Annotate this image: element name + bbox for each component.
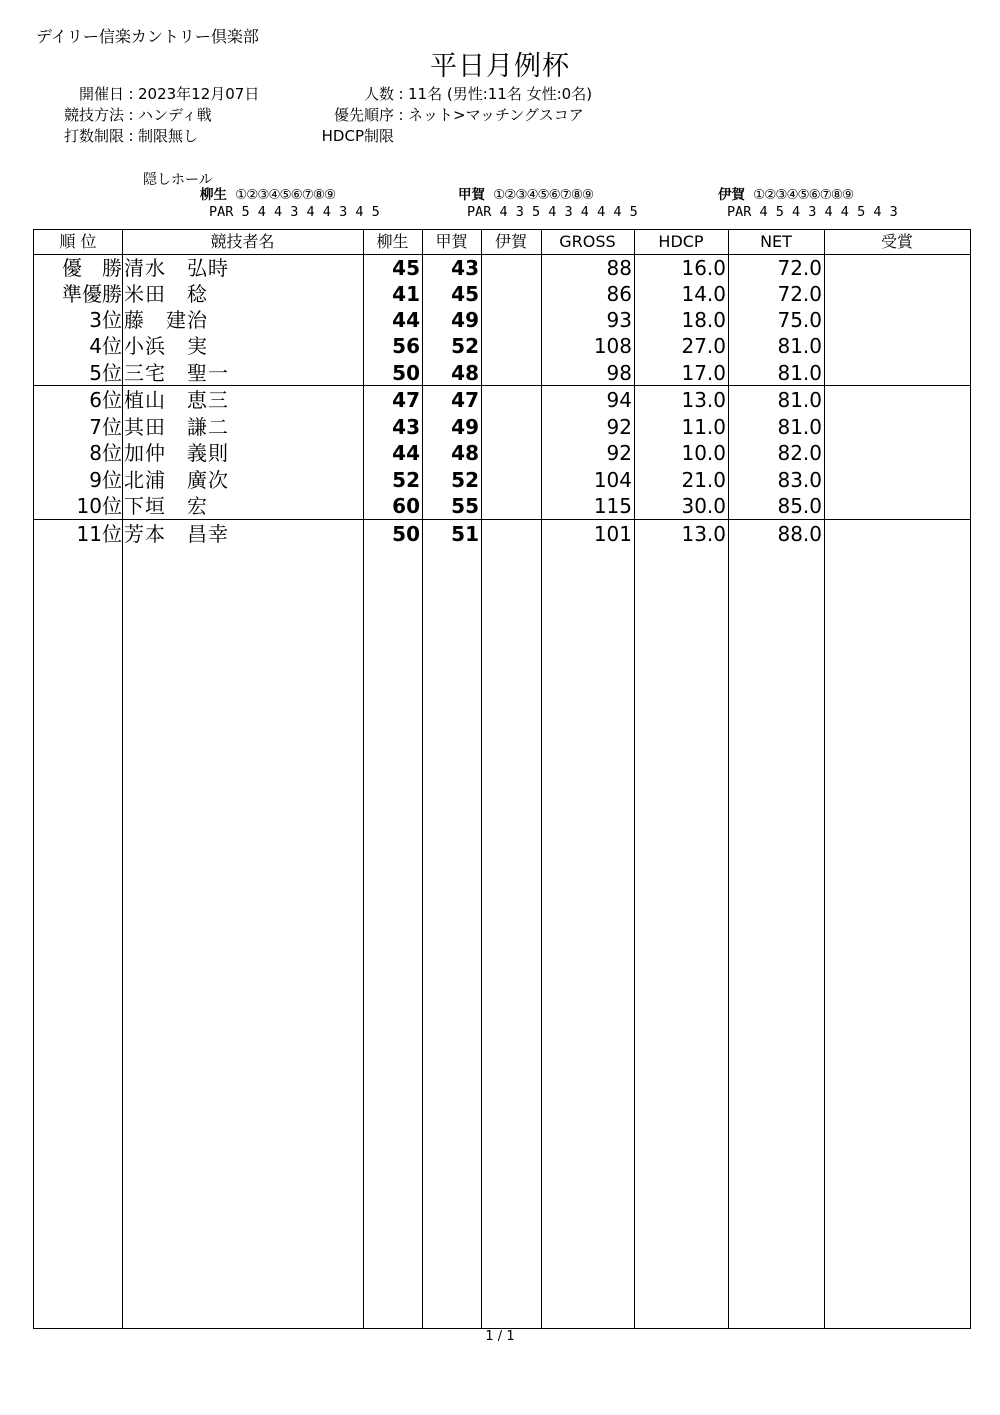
score-iga-cell: [481, 360, 541, 386]
rank-cell: 11位: [76, 522, 122, 546]
player-name-cell: 植山 恵三: [124, 388, 229, 412]
rank-cell: 6位: [89, 388, 122, 412]
net-cell: 72.0: [777, 256, 822, 280]
net-cell: 88.0: [777, 522, 822, 546]
header-hdcp: HDCP: [658, 232, 704, 251]
gross-cell: 86: [606, 282, 632, 306]
hole-markers: ①②③④⑤⑥⑦⑧⑨: [753, 187, 854, 203]
award-cell: [824, 414, 970, 440]
award-cell: [824, 493, 970, 519]
par-values: 5 4 4 3 4 4 3 4 5: [241, 204, 380, 220]
net-cell: 75.0: [777, 308, 822, 332]
gross-cell: 98: [606, 361, 632, 385]
hdcp-cell: 16.0: [681, 256, 726, 280]
score-iga-cell: [481, 440, 541, 466]
info-label: 打数制限: [63, 127, 124, 145]
hdcp-cell: 30.0: [681, 494, 726, 518]
header-course-yagyu: 柳生: [376, 232, 409, 251]
hdcp-cell: 21.0: [681, 468, 726, 492]
award-cell: [824, 360, 970, 386]
score-iga-cell: [481, 281, 541, 307]
header-player-name: 競技者名: [210, 232, 275, 251]
info-row-priority: [296, 105, 592, 126]
hdcp-cell: 11.0: [681, 415, 726, 439]
player-name-cell: 加仲 義則: [124, 441, 229, 465]
score-yagyu-cell: 41: [392, 282, 420, 306]
header-rank: 順 位: [59, 232, 97, 251]
rank-cell: 3位: [89, 308, 122, 332]
score-iga-cell: [481, 414, 541, 440]
score-yagyu-cell: 50: [392, 361, 420, 385]
par-label: PAR: [467, 204, 492, 220]
score-yagyu-cell: 47: [392, 388, 420, 412]
info-row-format: [42, 105, 259, 126]
player-name-cell: 清水 弘時: [124, 256, 229, 280]
score-koka-cell: 49: [451, 308, 479, 332]
award-cell: [824, 521, 970, 547]
row-group-divider: [34, 519, 970, 520]
gross-cell: 101: [593, 522, 632, 546]
net-cell: 85.0: [777, 494, 822, 518]
course-name: 柳生: [200, 187, 227, 203]
score-koka-cell: 51: [451, 522, 479, 546]
gross-cell: 94: [606, 388, 632, 412]
score-iga-cell: [481, 493, 541, 519]
player-name-cell: 芳本 昌幸: [124, 522, 229, 546]
score-yagyu-cell: 50: [392, 522, 420, 546]
club-name: デイリー信楽カントリー倶楽部: [36, 27, 259, 46]
net-cell: 82.0: [777, 441, 822, 465]
net-cell: 81.0: [777, 415, 822, 439]
player-name-cell: 小浜 実: [124, 334, 208, 358]
header-net: NET: [760, 232, 792, 251]
info-separator: :: [398, 106, 404, 124]
hdcp-cell: 17.0: [681, 361, 726, 385]
net-cell: 81.0: [777, 361, 822, 385]
info-value: ハンディ戦: [138, 106, 212, 124]
score-koka-cell: 43: [451, 256, 479, 280]
score-iga-cell: [481, 333, 541, 359]
hidden-holes-course-koka: [458, 187, 638, 221]
award-cell: [824, 467, 970, 493]
score-yagyu-cell: 52: [392, 468, 420, 492]
gross-cell: 93: [606, 308, 632, 332]
hdcp-cell: 13.0: [681, 522, 726, 546]
info-separator: :: [128, 85, 134, 103]
score-iga-cell: [481, 521, 541, 547]
rank-cell: 準優勝: [62, 282, 122, 306]
course-name: 伊賀: [718, 187, 745, 203]
net-cell: 83.0: [777, 468, 822, 492]
info-value: 2023年12月07日: [138, 85, 260, 103]
score-koka-cell: 52: [451, 468, 479, 492]
hidden-holes-label: 隠しホール: [143, 172, 213, 188]
gross-cell: 92: [606, 441, 632, 465]
player-name-cell: 其田 謙二: [124, 415, 229, 439]
award-cell: [824, 440, 970, 466]
info-label: 開催日: [78, 85, 124, 103]
score-yagyu-cell: 60: [392, 494, 420, 518]
net-cell: 72.0: [777, 282, 822, 306]
score-yagyu-cell: 45: [392, 256, 420, 280]
info-row-stroke-limit: [42, 126, 259, 147]
score-yagyu-cell: 44: [392, 441, 420, 465]
par-values: 4 3 5 4 3 4 4 4 5: [499, 204, 638, 220]
info-separator: :: [128, 106, 134, 124]
info-row-hdcp-limit: [296, 126, 592, 147]
info-row-participants: [296, 84, 592, 105]
event-info-left: [42, 84, 259, 147]
player-name-cell: 下垣 宏: [124, 494, 208, 518]
score-koka-cell: 49: [451, 415, 479, 439]
info-separator: :: [128, 127, 134, 145]
player-name-cell: 北浦 廣次: [124, 468, 229, 492]
hole-markers: ①②③④⑤⑥⑦⑧⑨: [235, 187, 336, 203]
hole-markers: ①②③④⑤⑥⑦⑧⑨: [493, 187, 594, 203]
net-cell: 81.0: [777, 388, 822, 412]
header-course-iga: 伊賀: [494, 232, 527, 251]
rank-cell: 4位: [89, 334, 122, 358]
award-cell: [824, 255, 970, 281]
score-iga-cell: [481, 307, 541, 333]
info-row-date: [42, 84, 259, 105]
rank-cell: 優 勝: [62, 256, 122, 280]
player-name-cell: 三宅 聖一: [124, 361, 229, 385]
score-yagyu-cell: 56: [392, 334, 420, 358]
score-iga-cell: [481, 255, 541, 281]
award-cell: [824, 281, 970, 307]
hidden-holes-course-yagyu: [200, 187, 380, 221]
par-values: 4 5 4 3 4 4 5 4 3: [759, 204, 898, 220]
gross-cell: 88: [606, 256, 632, 280]
player-name-cell: 米田 稔: [124, 282, 208, 306]
award-cell: [824, 387, 970, 413]
rank-cell: 5位: [89, 361, 122, 385]
page-number: 1 / 1: [485, 1329, 515, 1344]
award-cell: [824, 307, 970, 333]
info-label: 人数: [363, 85, 394, 103]
score-koka-cell: 55: [451, 494, 479, 518]
hdcp-cell: 13.0: [681, 388, 726, 412]
player-name-cell: 藤 建治: [124, 308, 208, 332]
rank-cell: 10位: [76, 494, 122, 518]
score-yagyu-cell: 44: [392, 308, 420, 332]
rank-cell: 8位: [89, 441, 122, 465]
info-separator: :: [398, 85, 404, 103]
net-cell: 81.0: [777, 334, 822, 358]
course-name: 甲賀: [458, 187, 485, 203]
gross-cell: 104: [593, 468, 632, 492]
gross-cell: 92: [606, 415, 632, 439]
hidden-holes-course-iga: [718, 187, 898, 221]
rank-cell: 9位: [89, 468, 122, 492]
rank-cell: 7位: [89, 415, 122, 439]
par-label: PAR: [727, 204, 752, 220]
score-koka-cell: 48: [451, 361, 479, 385]
score-koka-cell: 52: [451, 334, 479, 358]
par-label: PAR: [209, 204, 234, 220]
info-value: 11名 (男性:11名 女性:0名): [408, 85, 593, 103]
score-koka-cell: 45: [451, 282, 479, 306]
gross-cell: 108: [593, 334, 632, 358]
award-cell: [824, 333, 970, 359]
info-value: ネット>マッチングスコア: [408, 106, 584, 124]
info-value: 制限無し: [138, 127, 199, 145]
results-table: [33, 229, 971, 1329]
gross-cell: 115: [593, 494, 632, 518]
header-course-koka: 甲賀: [435, 232, 468, 251]
header-gross: GROSS: [559, 232, 616, 251]
hdcp-cell: 27.0: [681, 334, 726, 358]
score-iga-cell: [481, 387, 541, 413]
hdcp-cell: 10.0: [681, 441, 726, 465]
score-yagyu-cell: 43: [392, 415, 420, 439]
page-title: 平日月例杯: [430, 51, 570, 82]
event-info-right: [296, 84, 592, 147]
hdcp-cell: 14.0: [681, 282, 726, 306]
info-label: 競技方法: [63, 106, 124, 124]
hdcp-cell: 18.0: [681, 308, 726, 332]
score-iga-cell: [481, 467, 541, 493]
score-koka-cell: 47: [451, 388, 479, 412]
info-label: 優先順序: [333, 106, 394, 124]
info-label: HDCP制限: [321, 127, 394, 145]
header-award: 受賞: [880, 232, 913, 251]
score-koka-cell: 48: [451, 441, 479, 465]
